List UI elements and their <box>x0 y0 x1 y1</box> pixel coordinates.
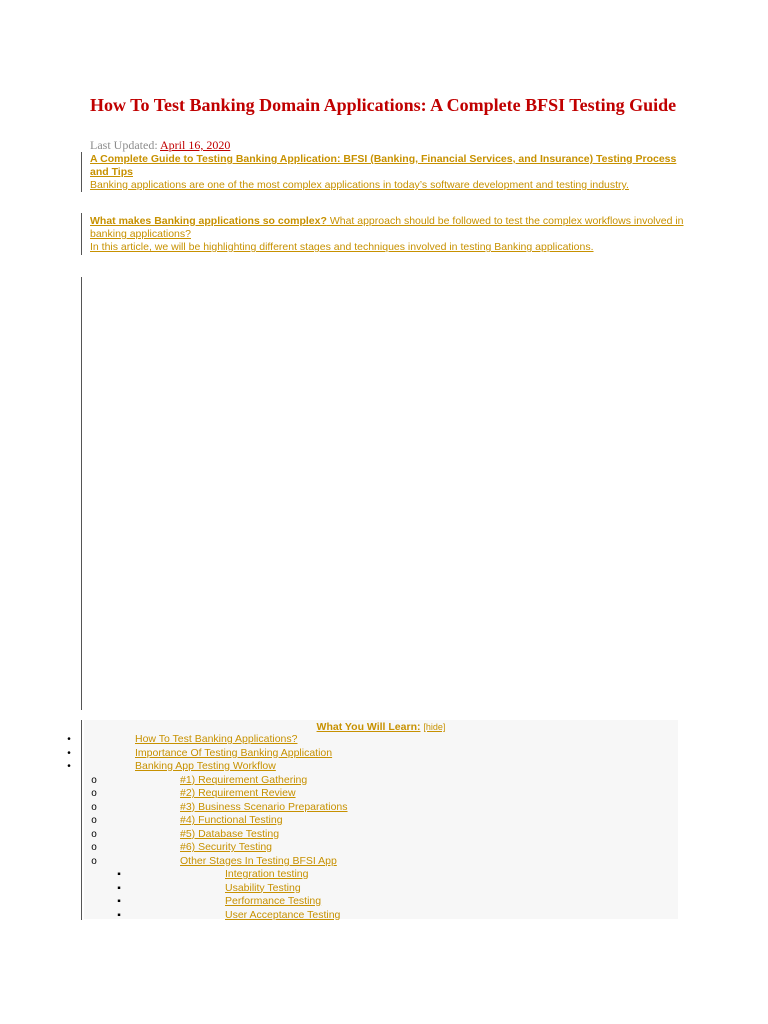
toc-bullet: o <box>91 828 97 840</box>
question-paragraph <box>90 215 690 241</box>
toc-list <box>0 733 768 922</box>
toc-bullet: o <box>91 855 97 867</box>
toc-heading-label: What You Will Learn: <box>316 721 421 733</box>
toc-bullet: • <box>67 734 71 745</box>
toc-bullet: ▪ <box>117 896 121 907</box>
toc-link[interactable]: User Acceptance Testing <box>225 908 341 921</box>
toc-bullet: ▪ <box>117 909 121 921</box>
toc-link[interactable]: #5) Database Testing <box>180 827 280 840</box>
last-updated-label: Last Updated: <box>90 138 158 152</box>
intro-paragraph[interactable]: Banking applications are one of the most complex applications in today’s software development and testing industry. <box>90 179 629 191</box>
toc-bullet: o <box>91 801 97 813</box>
left-border-line <box>81 277 82 710</box>
toc-hide-link[interactable]: [hide] <box>423 722 446 732</box>
toc-item <box>0 733 768 747</box>
highlight-paragraph[interactable]: In this article, we will be highlighting different stages and techniques involved in testing Banking applications. <box>90 241 594 253</box>
toc-bullet: • <box>67 747 71 759</box>
toc-bullet: o <box>91 842 97 853</box>
intro-block <box>90 153 690 192</box>
toc-bullet: • <box>67 761 71 772</box>
toc-item <box>0 801 768 815</box>
question-block <box>90 215 690 254</box>
article-subtitle[interactable]: A Complete Guide to Testing Banking Application: BFSI (Banking, Financial Services, and Insurance) Testing Process and Tips <box>90 153 677 178</box>
toc-link[interactable]: #6) Security Testing <box>180 841 273 853</box>
toc-link[interactable]: Importance Of Testing Banking Application <box>135 746 333 759</box>
last-updated <box>90 138 230 152</box>
toc-item <box>0 787 768 801</box>
toc-item <box>0 774 768 788</box>
toc-link[interactable]: #3) Business Scenario Preparations <box>180 800 348 813</box>
toc-link[interactable]: Other Stages In Testing BFSI App <box>180 854 337 867</box>
toc-link[interactable]: How To Test Banking Applications? <box>135 733 298 745</box>
toc-item <box>0 868 768 882</box>
toc-item <box>0 747 768 761</box>
toc-item <box>0 841 768 855</box>
article-title: How To Test Banking Domain Applications: A Complete BFSI Testing Guide <box>90 95 677 115</box>
toc-link[interactable]: Banking App Testing Workflow <box>135 760 276 772</box>
toc-bullet: ▪ <box>117 869 121 880</box>
toc-item <box>0 882 768 896</box>
question-rest[interactable]: What approach should be followed to test the complex workflows involved in banking applications? <box>90 215 684 240</box>
last-updated-date[interactable]: April 16, 2020 <box>160 138 231 152</box>
left-border-line <box>81 213 82 255</box>
toc-item <box>0 828 768 842</box>
toc-item <box>0 895 768 909</box>
toc-bullet: o <box>91 774 97 786</box>
toc-link[interactable]: Integration testing <box>225 868 309 880</box>
toc-link[interactable]: Usability Testing <box>225 881 301 894</box>
toc-bullet: o <box>91 788 97 799</box>
toc-bullet: o <box>91 815 97 826</box>
toc-item <box>0 760 768 774</box>
toc-link[interactable]: #1) Requirement Gathering <box>180 773 308 786</box>
left-border-line <box>81 152 82 192</box>
question-bold[interactable]: What makes Banking applications so complex? <box>90 215 327 227</box>
toc-link[interactable]: Performance Testing <box>225 895 322 907</box>
toc-item <box>0 909 768 923</box>
toc-link[interactable]: #2) Requirement Review <box>180 787 296 799</box>
toc-bullet: ▪ <box>117 882 121 894</box>
toc-link[interactable]: #4) Functional Testing <box>180 814 283 826</box>
toc-item <box>0 814 768 828</box>
toc-item <box>0 855 768 869</box>
